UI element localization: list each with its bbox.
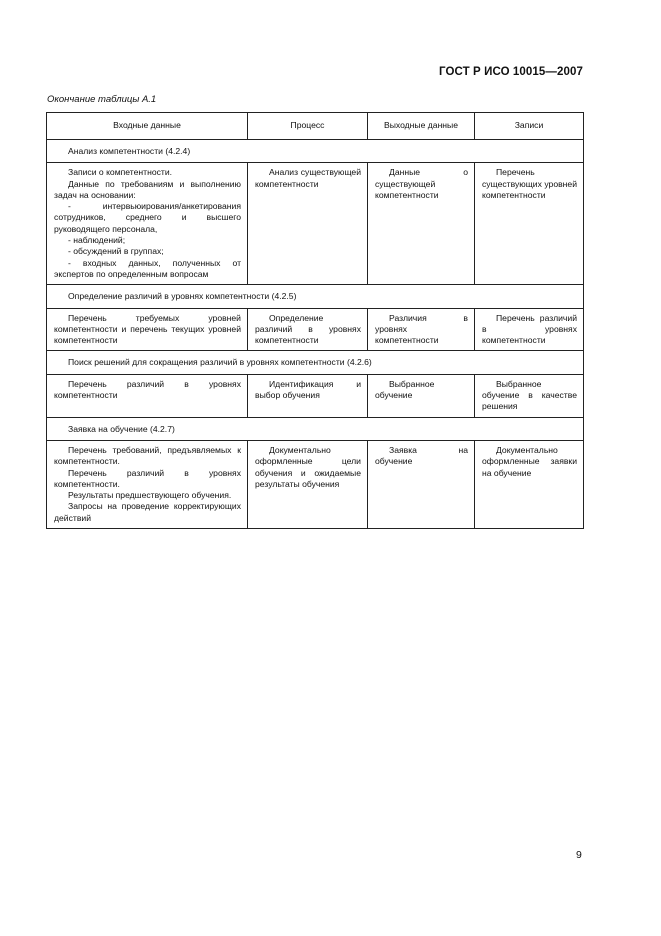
data-table (46, 112, 584, 529)
records-cell (475, 163, 584, 285)
output-cell (368, 374, 475, 417)
input-cell (47, 163, 248, 285)
process-cell (248, 374, 368, 417)
input-item: Перечень требуемых уровней компетентности и перечень текущих уровней компетентности (54, 312, 241, 346)
section-title: Заявка на обучение (4.2.7) (47, 417, 584, 440)
table-caption: Окончание таблицы А.1 (47, 94, 157, 105)
input-item: Перечень различий в уровнях компетентности. (54, 467, 241, 489)
input-item: - входных данных, полученных от экспертов по определенным вопросам (54, 257, 241, 279)
input-item: Перечень различий в уровнях компетентности (54, 378, 241, 401)
process-text: Документально оформленные цели обучения и ожидаемые результаты обучения (255, 444, 361, 489)
input-item: - наблюдений; (68, 235, 126, 246)
records-text: Перечень существующих уровней компетентности (482, 167, 577, 200)
process-cell (248, 163, 368, 285)
table-row (47, 308, 584, 351)
records-text: Выбранное обучение в качестве решения (482, 378, 577, 412)
column-header-input: Входные данные (47, 113, 248, 140)
document-header: ГОСТ Р ИСО 10015—2007 (438, 66, 583, 78)
output-cell (368, 308, 475, 351)
input-item: Запросы на проведение корректирующих действий (54, 501, 241, 523)
input-item: Результаты предшествующего обучения. (68, 490, 232, 501)
output-cell (368, 163, 475, 285)
input-item: Перечень требований, предъявляемых к компетентности. (54, 444, 241, 467)
output-cell (368, 440, 475, 528)
column-header-process: Процесс (248, 113, 368, 140)
output-text: Различия в уровнях компетентности (375, 312, 468, 346)
section-title-row (47, 351, 584, 374)
section-title-row (47, 417, 584, 440)
records-text: Перечень различий в уровнях компетентности (482, 312, 577, 346)
table-row (47, 163, 584, 285)
column-header-output: Выходные данные (368, 113, 475, 140)
section-title: Поиск решений для сокращения различий в уровнях компетентности (4.2.6) (47, 351, 584, 374)
records-cell (475, 374, 584, 417)
table-row (47, 374, 584, 417)
process-cell (248, 440, 368, 528)
output-text: Выбранное обучение (375, 378, 435, 401)
section-title: Определение различий в уровнях компетентности (4.2.5) (47, 285, 584, 308)
input-cell (47, 374, 248, 417)
process-cell (248, 308, 368, 351)
input-item: - обсуждений в группах; (68, 246, 164, 257)
output-text: Заявка на обучение (375, 444, 468, 467)
records-text: Документально оформленные заявки на обучение (482, 444, 577, 478)
page-number: 9 (576, 849, 582, 861)
section-title-row (47, 140, 584, 163)
process-text: Идентификация и выбор обучения (255, 378, 361, 401)
section-title-row (47, 285, 584, 308)
records-cell (475, 308, 584, 351)
table-header-row (47, 113, 584, 140)
table-row (47, 440, 584, 528)
process-text: Анализ существующей компетентности (255, 167, 361, 189)
input-item: Данные по требованиям и выполнению задач на основании: (54, 178, 241, 200)
process-text: Определение различий в уровнях компетентности (255, 312, 361, 346)
input-item: - интервьюирования/анкетирования сотрудников, среднего и высшего руководящего персонала, (54, 201, 241, 234)
section-title: Анализ компетентности (4.2.4) (47, 140, 584, 163)
records-cell (475, 440, 584, 528)
input-cell (47, 308, 248, 351)
output-text: Данные о существующей компетентности (375, 167, 468, 200)
input-cell (47, 440, 248, 528)
input-item: Записи о компетентности. (68, 167, 173, 178)
column-header-records: Записи (475, 113, 584, 140)
